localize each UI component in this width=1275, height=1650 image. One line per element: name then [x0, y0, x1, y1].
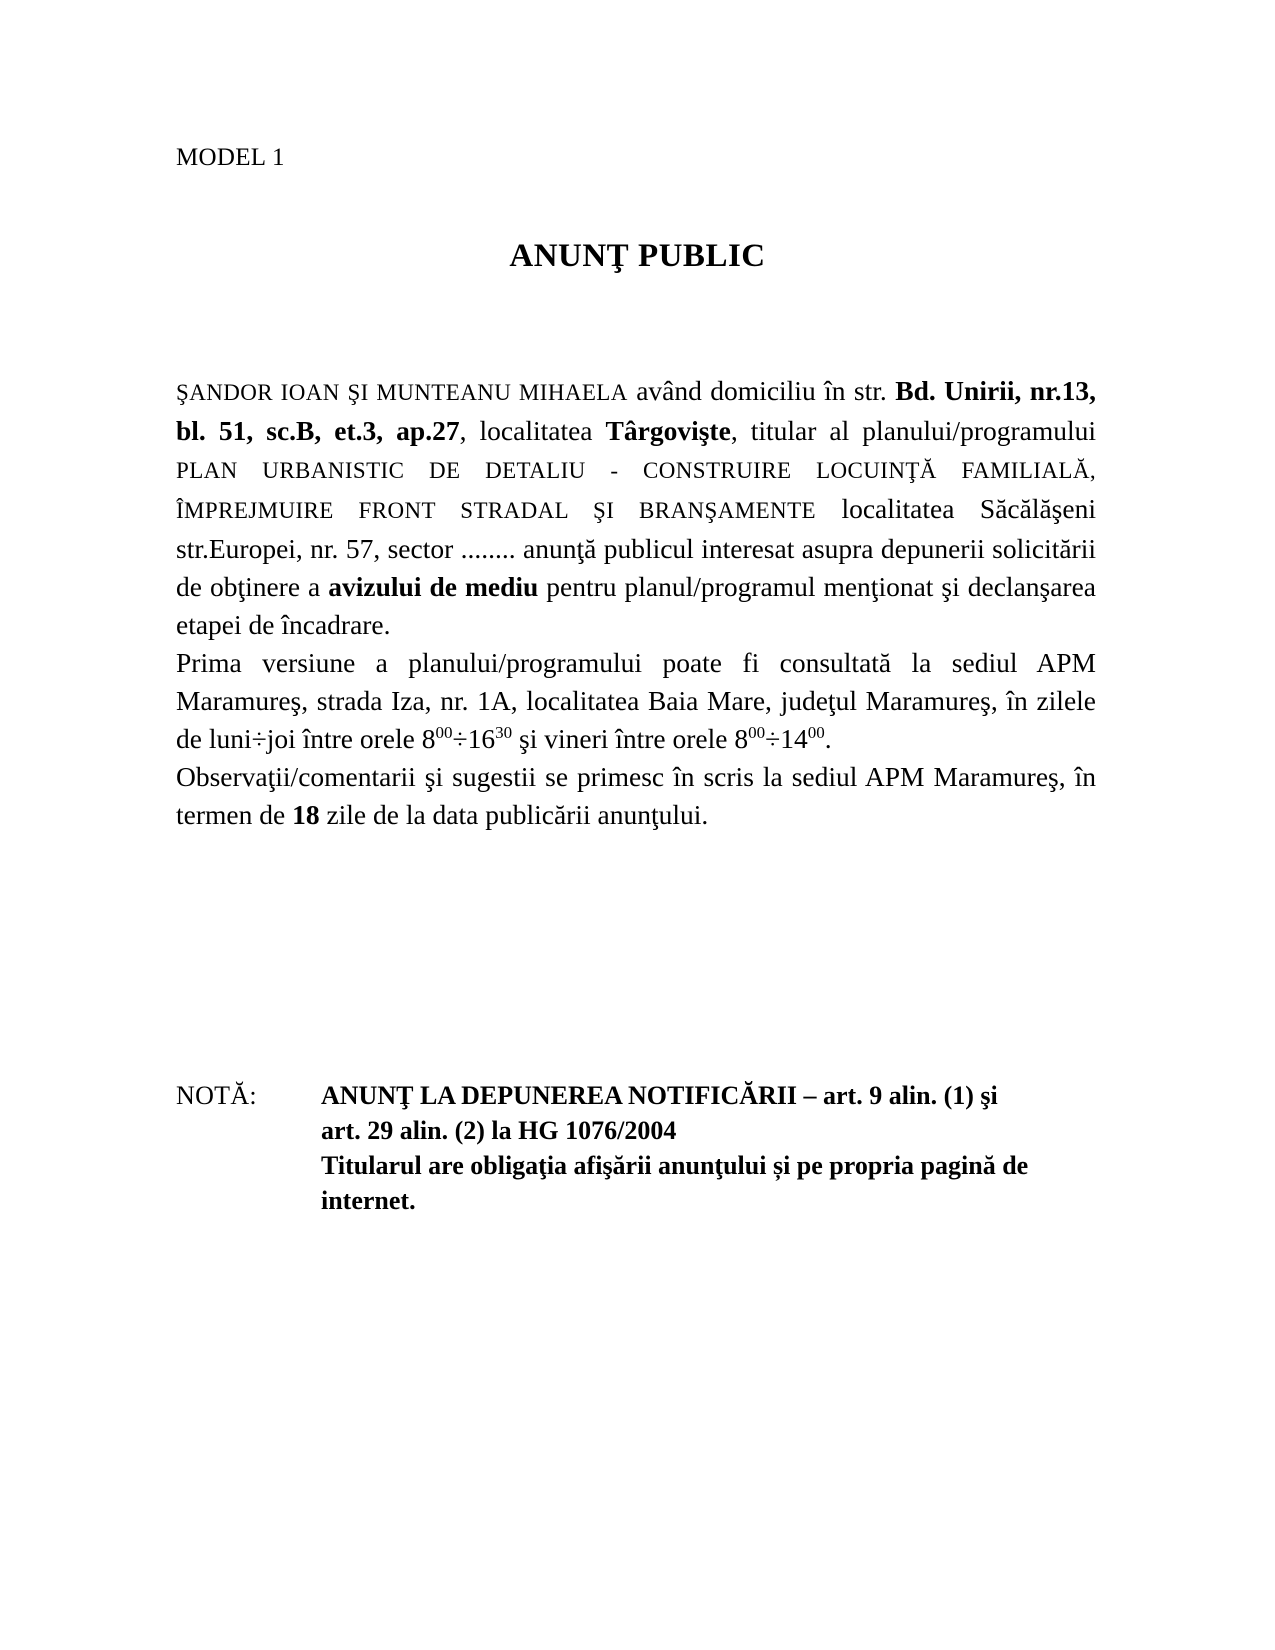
hours-separator-2: ÷ — [765, 723, 781, 754]
nota-line-4: internet. — [321, 1186, 416, 1215]
hours-weekday-start-minutes: 00 — [435, 722, 453, 742]
hours-weekday-end: 16 — [467, 723, 496, 754]
consultation-text-a: Prima versiune a planului/programului poate fi consultată la sediul APM Maramureş, strada Iza, nr. 1A, localitatea Baia Mare, judeţul Maramureş, în zilele de luni÷joi între orele — [176, 647, 1096, 754]
comments-text-b: zile de la data publicării anunţului. — [319, 799, 709, 830]
text-locality-prefix: , localitatea — [459, 415, 606, 446]
paragraph-comments — [176, 758, 1096, 834]
text-after-permit: pentru planul/programul menţionat şi declanşarea etapei de încadrare. — [176, 571, 1096, 640]
hours-friday-start: 8 — [734, 723, 749, 754]
nota-label: NOTĂ: — [176, 1081, 257, 1110]
applicant-name: ŞANDOR IOAN ŞI MUNTEANU MIHAELA — [176, 380, 628, 405]
street-address: Bd. Unirii, nr.13, bl. 51, sc.B, et.3, ap.27 — [176, 375, 1096, 446]
text-titular: , titular al planului/programului — [730, 415, 1097, 446]
text-after-name: având domiciliu în str. — [627, 375, 896, 406]
page-title: ANUNŢ PUBLIC — [509, 238, 766, 274]
announcement-body — [176, 372, 1096, 834]
nota-block — [176, 1078, 1096, 1218]
permit-type: avizului de mediu — [328, 571, 539, 602]
hours-weekday-start: 8 — [421, 723, 436, 754]
model-label: MODEL 1 — [176, 144, 285, 171]
nota-line-1: ANUNŢ LA DEPUNEREA NOTIFICĂRII – art. 9 alin. (1) şi — [321, 1081, 998, 1110]
nota-body — [321, 1078, 1096, 1218]
hours-separator-1: ÷ — [452, 723, 468, 754]
nota-row — [176, 1078, 1096, 1218]
hours-period: . — [824, 723, 832, 754]
comment-days: 18 — [292, 799, 320, 830]
nota-line-3: Titularul are obligaţia afişării anunţului și pe propria pagină de — [321, 1151, 1029, 1180]
hours-friday-end-minutes: 00 — [807, 722, 825, 742]
text-site: localitatea Săcălăşeni str.Europei, nr. 57, sector ........ anunţă publicul interesat asupra depunerii solicitării de obţinere a — [176, 493, 1096, 602]
paragraph-consultation — [176, 644, 1096, 758]
applicant-locality: Târgovişte — [605, 415, 731, 446]
nota-line-2: art. 29 alin. (2) la HG 1076/2004 — [321, 1116, 677, 1145]
hours-friday-start-minutes: 00 — [748, 722, 766, 742]
paragraph-applicant — [176, 372, 1096, 644]
hours-weekday-end-minutes: 30 — [495, 722, 513, 742]
consultation-text-b: şi vineri între orele — [512, 723, 735, 754]
hours-friday-end: 14 — [780, 723, 808, 754]
plan-name: PLAN URBANISTIC DE DETALIU - CONSTRUIRE LOCUINŢĂ FAMILIALĂ, ÎMPREJMUIRE FRONT STRADAL ŞI BRANŞAMENTE — [176, 458, 1096, 523]
comments-text-a: Observaţii/comentarii şi sugestii se primesc în scris la sediul APM Maramureş, în termen de — [176, 761, 1096, 830]
